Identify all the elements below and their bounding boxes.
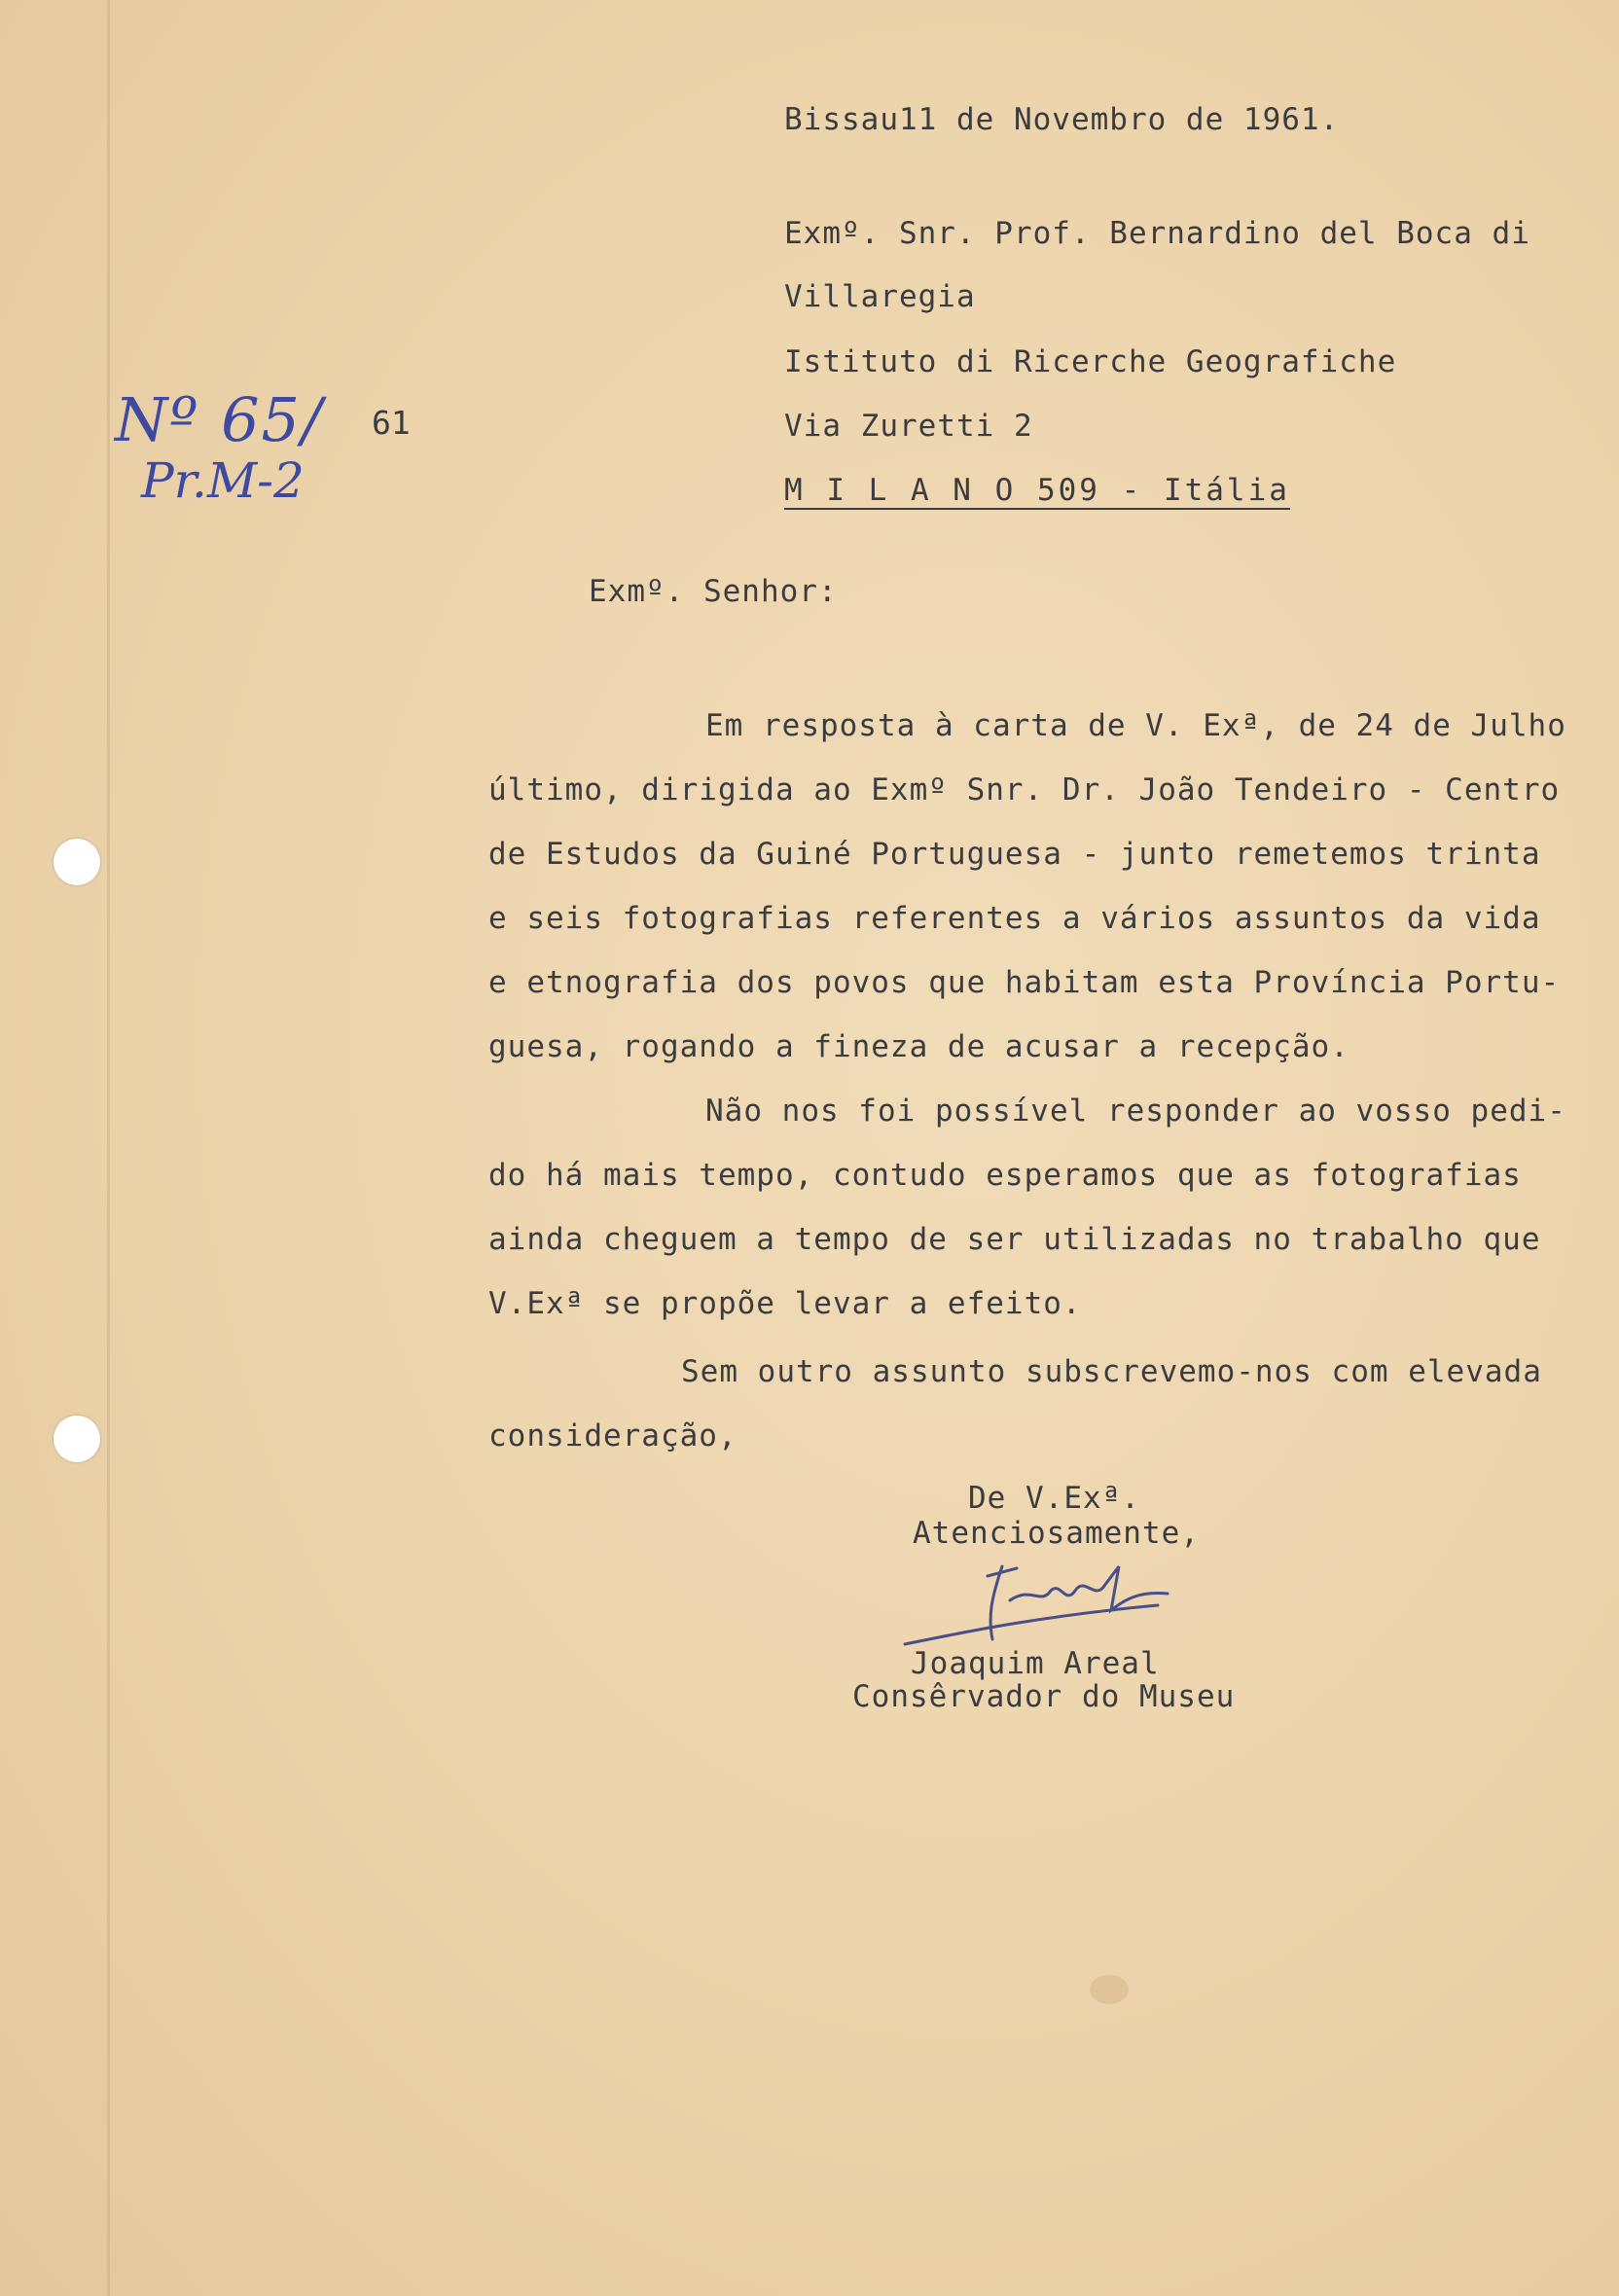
handwritten-code: Pr.M-2 <box>141 452 305 509</box>
paragraph-1-line: e seis fotografias referentes a vários assuntos da vida <box>488 901 1541 936</box>
paragraph-3-line: consideração, <box>488 1418 738 1453</box>
recipient-line-1: Exmº. Snr. Prof. Bernardino del Boca di <box>784 216 1530 251</box>
typed-reference-year: 61 <box>372 404 411 442</box>
paragraph-2-line: Não nos foi possível responder ao vosso pedi- <box>705 1094 1566 1129</box>
paragraph-1-line: guesa, rogando a fineza de acusar a recepção. <box>488 1029 1349 1064</box>
paper-fold <box>107 0 110 2296</box>
punch-hole-bottom <box>54 1416 100 1462</box>
recipient-line-4: Via Zuretti 2 <box>784 409 1033 444</box>
paragraph-1-line: de Estudos da Guiné Portuguesa - junto remetemos trinta <box>488 837 1541 872</box>
handwritten-number: Nº 65/ <box>115 384 324 455</box>
paragraph-3-line: Sem outro assunto subscrevemo-nos com elevada <box>681 1354 1542 1389</box>
recipient-line-3: Istituto di Ricerche Geografiche <box>784 344 1397 379</box>
paragraph-1-line: e etnografia dos povos que habitam esta Província Portu- <box>488 965 1561 1000</box>
paragraph-2-line: do há mais tempo, contudo esperamos que as fotografias <box>488 1158 1522 1193</box>
closing-line-2: Atenciosamente, <box>913 1516 1200 1551</box>
signatory-name: Joaquim Areal <box>911 1646 1160 1681</box>
recipient-city: M I L A N O 509 - Itália <box>784 473 1290 508</box>
letter-date: Bissau11 de Novembro de 1961. <box>784 102 1340 137</box>
signature-scribble <box>895 1547 1187 1654</box>
punch-hole-top <box>54 839 100 885</box>
closing-line-1: De V.Exª. <box>968 1481 1140 1516</box>
paragraph-2-line: ainda cheguem a tempo de ser utilizadas no trabalho que <box>488 1222 1541 1257</box>
paragraph-1-line: Em resposta à carta de V. Exª, de 24 de Julho <box>705 708 1566 743</box>
recipient-line-2: Villaregia <box>784 279 976 314</box>
paragraph-2-line: V.Exª se propõe levar a efeito. <box>488 1286 1082 1321</box>
salutation: Exmº. Senhor: <box>589 574 838 609</box>
signatory-title: Consêrvador do Museu <box>852 1679 1236 1714</box>
paragraph-1-line: último, dirigida ao Exmº Snr. Dr. João Tendeiro - Centro <box>488 772 1561 807</box>
paper-stain <box>1090 1975 1129 2004</box>
